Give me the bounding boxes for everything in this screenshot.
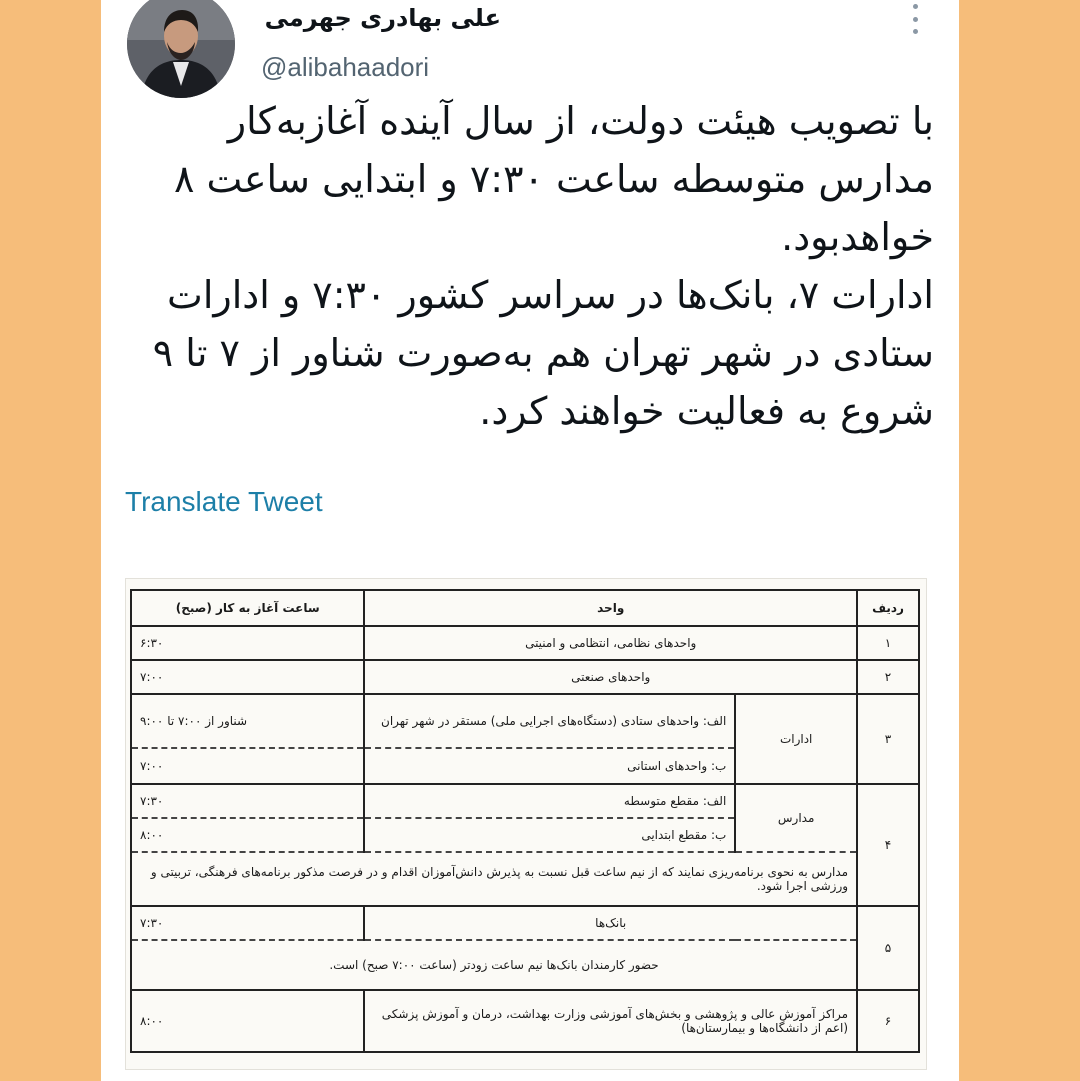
row-number: ۵ [857,906,919,990]
table-row [131,940,919,990]
author-avatar[interactable] [127,0,235,98]
unit-cell: ب: مقطع ابتدایی [364,818,735,852]
time-cell: ۷:۰۰ [131,748,364,784]
header-unit: واحد [364,590,857,626]
table-row [131,906,919,940]
time-cell: ۷:۳۰ [131,784,364,818]
note-cell: مدارس به نحوی برنامه‌ریزی نمایند که از نیم ساعت قبل نسبت به پذیرش دانش‌آموزان اقدام و در فرصت مذکور برنامه‌های فرهنگی، تربیتی و ورزشی اجرا شود. [131,852,857,906]
row-number: ۱ [857,626,919,660]
row-number: ۴ [857,784,919,906]
author-name[interactable]: علی بهادری جهرمی [264,4,501,32]
translate-tweet-link[interactable]: Translate Tweet [125,486,323,517]
more-options-icon[interactable] [907,4,923,34]
schedule-table [130,589,920,1053]
group-cell: مدارس [735,784,857,852]
unit-cell: بانک‌ها [364,906,857,940]
unit-cell: الف: مقطع متوسطه [364,784,735,818]
table-row [131,784,919,818]
table-header-row [131,590,919,626]
time-cell: شناور از ۷:۰۰ تا ۹:۰۰ [131,694,364,748]
tweet-paragraph: با تصویب هیئت دولت، از سال آینده آغازبه‌کار مدارس متوسطه ساعت ۷:۳۰ و ابتدایی ساعت ۸ خواهدبود. [174,99,934,259]
author-handle[interactable]: @alibahaadori [261,52,430,82]
table-row [131,852,919,906]
unit-cell: واحدهای صنعتی [364,660,857,694]
time-cell: ۷:۰۰ [131,660,364,694]
table-row [131,626,919,660]
tweet-text [126,92,934,440]
time-cell: ۷:۳۰ [131,906,364,940]
unit-cell: الف: واحدهای ستادی (دستگاه‌های اجرایی ملی) مستقر در شهر تهران [364,694,735,748]
row-number: ۶ [857,990,919,1052]
dot-icon [913,29,918,34]
group-cell: ادارات [735,694,857,784]
time-cell: ۸:۰۰ [131,990,364,1052]
table-row [131,990,919,1052]
table-row [131,694,919,748]
tweet-card [101,0,959,1081]
dot-icon [913,4,918,9]
table-row [131,660,919,694]
tweet-paragraph: ادارات ۷، بانک‌ها در سراسر کشور ۷:۳۰ و ادارات ستادی در شهر تهران هم به‌صورت شناور از ۷ تا ۹ شروع به فعالیت خواهند کرد. [152,273,934,433]
header-start-time: ساعت آغاز به کار (صبح) [131,590,364,626]
row-number: ۲ [857,660,919,694]
unit-cell: واحدهای نظامی، انتظامی و امنیتی [364,626,857,660]
attached-image[interactable] [125,578,927,1070]
row-number: ۳ [857,694,919,784]
unit-cell: مراکز آموزش عالی و پژوهشی و بخش‌های آموزشی وزارت بهداشت، درمان و آموزش پزشکی (اعم از دانشگاه‌ها و بیمارستان‌ها) [364,990,857,1052]
unit-cell: ب: واحدهای استانی [364,748,735,784]
dot-icon [913,17,918,22]
time-cell: ۶:۳۰ [131,626,364,660]
time-cell: ۸:۰۰ [131,818,364,852]
note-cell: حضور کارمندان بانک‌ها نیم ساعت زودتر (ساعت ۷:۰۰ صبح) است. [131,940,857,990]
header-row-no: ردیف [857,590,919,626]
